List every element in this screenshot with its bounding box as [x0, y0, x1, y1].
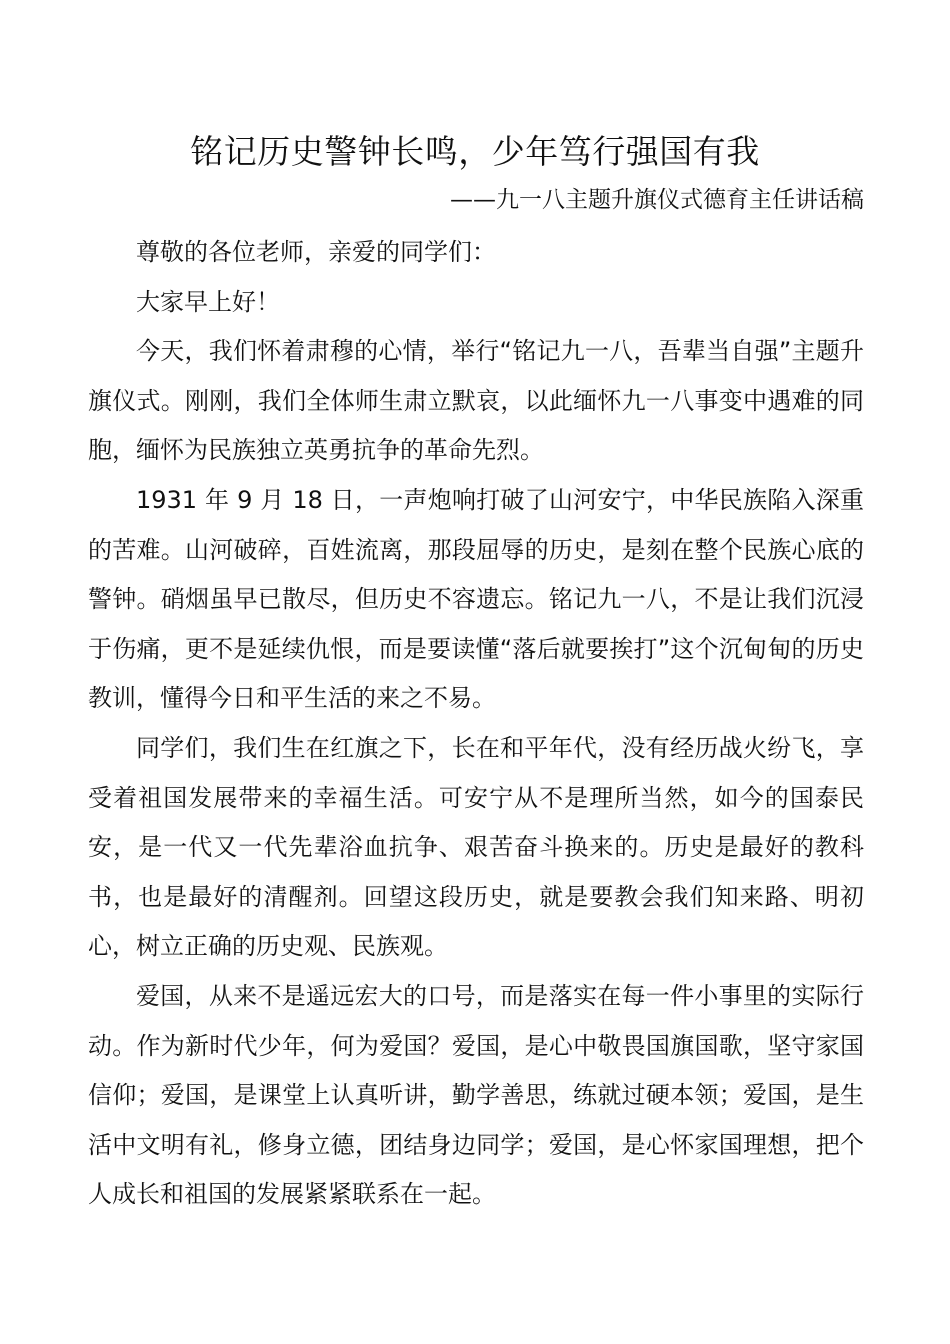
document-title: 铭记历史警钟长鸣，少年笃行强国有我 [190, 132, 760, 171]
paragraph-ceremony: 今天，我们怀着肃穆的心情，举行“铭记九一八，吾辈当自强”主题升旗仪式。刚刚，我们全体师生肃立默哀，以此缅怀九一八事变中遇难的同胞，缅怀为民族独立英勇抗争的革命先烈。 [88, 337, 864, 465]
document-subtitle: ——九一八主题升旗仪式德育主任讲话稿 [450, 187, 864, 213]
paragraph-patriotism: 爱国，从来不是遥远宏大的口号，而是落实在每一件小事里的实际行动。作为新时代少年，何为爱国？爱国，是心中敬畏国旗国歌，坚守家国信仰；爱国，是课堂上认真听讲，勤学善思，练就过硬本领；爱国，是生活中文明有礼，修身立德，团结身边同学；爱国，是心怀家国理想，把个人成长和祖国的发展紧紧联系在一起。 [88, 981, 864, 1209]
paragraph-greeting: 尊敬的各位老师，亲爱的同学们： [136, 238, 496, 266]
paragraph-peace: 同学们，我们生在红旗之下，长在和平年代，没有经历战火纷飞，享受着祖国发展带来的幸福生活。可安宁从不是理所当然，如今的国泰民安，是一代又一代先辈浴血抗争、艰苦奋斗换来的。历史是最好的教科书，也是最好的清醒剂。回望这段历史，就是要教会我们知来路、明初心，树立正确的历史观、民族观。 [88, 733, 864, 961]
paragraph-history: 1931 年 9 月 18 日，一声炮响打破了山河安宁，中华民族陷入深重的苦难。山河破碎，百姓流离，那段屈辱的历史，是刻在整个民族心底的警钟。硝烟虽早已散尽，但历史不容遗忘。铭记九一八，不是让我们沉浸于伤痛，更不是延续仇恨，而是要读懂“落后就要挨打”这个沉甸甸的历史教训，懂得今日和平生活的来之不易。 [88, 485, 864, 713]
paragraph-good-morning: 大家早上好！ [136, 287, 280, 316]
document-body [88, 228, 864, 1220]
